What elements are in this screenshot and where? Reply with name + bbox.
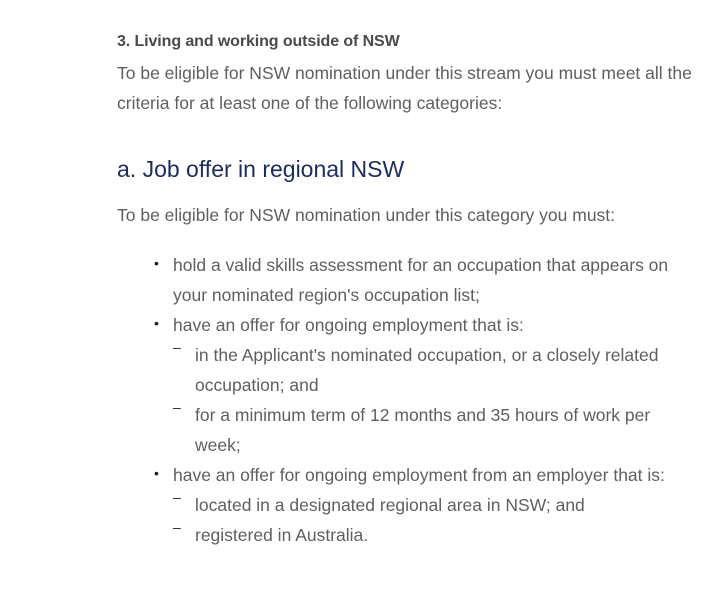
criteria-subitem-text: in the Applicant's nominated occupation, or a closely related occupation; and <box>195 345 659 395</box>
criteria-list <box>117 250 692 550</box>
dash-icon: – <box>173 519 181 535</box>
content-area <box>117 30 692 550</box>
category-heading: a. Job offer in regional NSW <box>117 156 405 182</box>
criteria-subitem-text: for a minimum term of 12 months and 35 hours of work per week; <box>195 405 651 455</box>
bullet-icon: • <box>154 465 159 481</box>
bullet-icon: • <box>154 255 159 271</box>
criteria-subitem <box>173 519 692 550</box>
section-intro: To be eligible for NSW nomination under this stream you must meet all the criteria for at least one of the following categories: <box>117 63 692 113</box>
criteria-subitem-text: registered in Australia. <box>195 525 369 545</box>
category-lead: To be eligible for NSW nomination under this category you must: <box>117 205 616 225</box>
criteria-subitem-text: located in a designated regional area in NSW; and <box>195 495 585 515</box>
dash-icon: – <box>173 339 181 355</box>
criteria-sublist <box>173 340 692 460</box>
bullet-icon: • <box>154 315 159 331</box>
criteria-subitem <box>173 339 692 400</box>
criteria-item <box>154 310 692 460</box>
criteria-item-text: have an offer for ongoing employment from an employer that is: <box>173 465 665 485</box>
criteria-subitem <box>173 489 692 520</box>
dash-icon: – <box>173 399 181 415</box>
section-heading: 3. Living and working outside of NSW <box>117 33 400 50</box>
criteria-item <box>154 250 692 310</box>
criteria-subitem <box>173 399 692 460</box>
criteria-item-text: hold a valid skills assessment for an occupation that appears on your nominated region's occupation list; <box>173 255 669 305</box>
criteria-item-text: have an offer for ongoing employment that is: <box>173 315 524 335</box>
dash-icon: – <box>173 489 181 505</box>
criteria-sublist <box>173 490 692 550</box>
criteria-item <box>154 460 692 550</box>
